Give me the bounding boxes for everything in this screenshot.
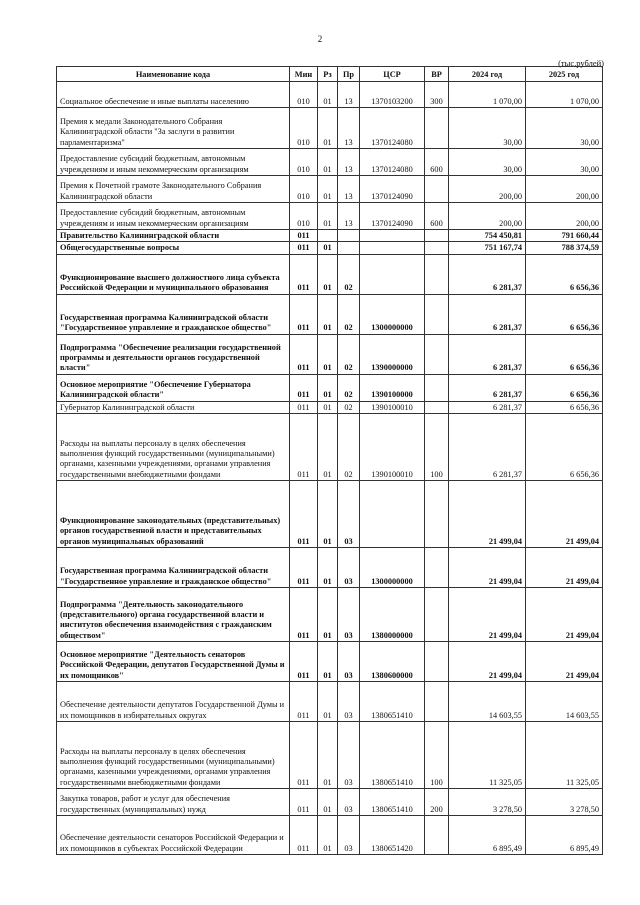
cell-pr: 03 [338, 681, 360, 721]
cell-2024: 200,00 [449, 203, 526, 230]
cell-2025: 30,00 [526, 149, 603, 176]
cell-name: Премия к Почетной грамоте Законодательного Собрания Калининградской области [57, 176, 290, 203]
table-body [57, 82, 603, 855]
table-row [57, 230, 603, 242]
cell-min: 010 [290, 108, 318, 149]
cell-rz: 01 [318, 82, 338, 108]
header-vr: ВР [425, 67, 449, 82]
header-2025: 2025 год [526, 67, 603, 82]
cell-csr [360, 480, 425, 547]
cell-2025: 3 278,50 [526, 788, 603, 815]
cell-2025: 200,00 [526, 203, 603, 230]
table-row [57, 254, 603, 294]
table-row [57, 203, 603, 230]
cell-2025: 6 656,36 [526, 413, 603, 480]
cell-csr: 1380651410 [360, 788, 425, 815]
cell-pr: 02 [338, 254, 360, 294]
cell-rz: 01 [318, 480, 338, 547]
cell-rz: 01 [318, 176, 338, 203]
cell-2024: 3 278,50 [449, 788, 526, 815]
table-row [57, 641, 603, 681]
cell-pr: 02 [338, 334, 360, 374]
cell-2024: 6 281,37 [449, 413, 526, 480]
cell-vr: 600 [425, 149, 449, 176]
cell-2025: 791 660,44 [526, 230, 603, 242]
cell-vr [425, 374, 449, 401]
cell-vr [425, 242, 449, 254]
cell-2025: 30,00 [526, 108, 603, 149]
cell-name: Общегосударственные вопросы [57, 242, 290, 254]
cell-2024: 6 281,37 [449, 334, 526, 374]
cell-min: 010 [290, 82, 318, 108]
cell-min: 011 [290, 587, 318, 641]
cell-csr: 1390100010 [360, 413, 425, 480]
cell-vr [425, 815, 449, 854]
header-2024: 2024 год [449, 67, 526, 82]
cell-csr [360, 242, 425, 254]
cell-2024: 200,00 [449, 176, 526, 203]
header-name: Наименование кода [57, 67, 290, 82]
cell-pr: 03 [338, 721, 360, 788]
cell-min: 010 [290, 203, 318, 230]
cell-2025: 11 325,05 [526, 721, 603, 788]
cell-rz: 01 [318, 401, 338, 413]
cell-rz: 01 [318, 334, 338, 374]
cell-rz: 01 [318, 788, 338, 815]
cell-name: Предоставление субсидий бюджетным, автономным учреждениям и иным некоммерческим организациям [57, 203, 290, 230]
header-rz: Рз [318, 67, 338, 82]
cell-name: Основное мероприятие "Обеспечение Губернатора Калининградской области" [57, 374, 290, 401]
cell-rz: 01 [318, 374, 338, 401]
cell-csr: 1390000000 [360, 334, 425, 374]
table-row [57, 82, 603, 108]
cell-vr: 100 [425, 721, 449, 788]
cell-2025: 21 499,04 [526, 547, 603, 587]
cell-rz: 01 [318, 641, 338, 681]
cell-csr: 1300000000 [360, 547, 425, 587]
table-row [57, 334, 603, 374]
cell-2025: 6 656,36 [526, 294, 603, 334]
cell-rz: 01 [318, 721, 338, 788]
table-row [57, 721, 603, 788]
cell-csr: 1380651420 [360, 815, 425, 854]
cell-2024: 6 281,37 [449, 254, 526, 294]
cell-csr: 1380651410 [360, 721, 425, 788]
table-header-row [57, 67, 603, 82]
cell-min: 011 [290, 334, 318, 374]
cell-2024: 754 450,81 [449, 230, 526, 242]
cell-min: 011 [290, 242, 318, 254]
cell-2024: 6 281,37 [449, 401, 526, 413]
cell-csr: 1370103200 [360, 82, 425, 108]
cell-rz: 01 [318, 294, 338, 334]
cell-csr: 1380000000 [360, 587, 425, 641]
cell-vr [425, 230, 449, 242]
cell-2025: 21 499,04 [526, 641, 603, 681]
cell-name: Подпрограмма "Обеспечение реализации государственной программы и деятельности органов государственной власти" [57, 334, 290, 374]
cell-min: 011 [290, 815, 318, 854]
cell-pr: 03 [338, 788, 360, 815]
cell-name: Предоставление субсидий бюджетным, автономным учреждениям и иным некоммерческим организациям [57, 149, 290, 176]
cell-rz: 01 [318, 149, 338, 176]
cell-name: Обеспечение деятельности депутатов Государственной Думы и их помощников в избирательных округах [57, 681, 290, 721]
cell-vr: 600 [425, 203, 449, 230]
cell-pr: 02 [338, 294, 360, 334]
cell-vr [425, 480, 449, 547]
table-row [57, 587, 603, 641]
cell-csr: 1380600000 [360, 641, 425, 681]
cell-rz: 01 [318, 108, 338, 149]
cell-2024: 11 325,05 [449, 721, 526, 788]
table-row [57, 149, 603, 176]
cell-2025: 6 656,36 [526, 401, 603, 413]
table-row [57, 480, 603, 547]
cell-min: 011 [290, 641, 318, 681]
cell-2025: 21 499,04 [526, 480, 603, 547]
cell-rz [318, 230, 338, 242]
cell-pr: 03 [338, 587, 360, 641]
table-row [57, 242, 603, 254]
cell-name: Расходы на выплаты персоналу в целях обеспечения выполнения функций государственными (муниципальными) органами, казенными учреждениями, органами управления государственными внебюджетными фондами [57, 721, 290, 788]
cell-min: 011 [290, 480, 318, 547]
cell-2024: 21 499,04 [449, 480, 526, 547]
cell-pr: 02 [338, 374, 360, 401]
cell-2024: 14 603,55 [449, 681, 526, 721]
cell-pr: 13 [338, 149, 360, 176]
cell-name: Государственная программа Калининградской области "Государственное управление и гражданское общество" [57, 547, 290, 587]
table-row [57, 374, 603, 401]
table-row [57, 108, 603, 149]
cell-2024: 6 281,37 [449, 294, 526, 334]
cell-2025: 14 603,55 [526, 681, 603, 721]
cell-min: 011 [290, 788, 318, 815]
cell-csr: 1370124080 [360, 149, 425, 176]
cell-2025: 6 656,36 [526, 254, 603, 294]
cell-min: 011 [290, 401, 318, 413]
cell-csr: 1380651410 [360, 681, 425, 721]
cell-pr: 13 [338, 203, 360, 230]
cell-vr [425, 681, 449, 721]
cell-vr [425, 587, 449, 641]
cell-csr: 1370124080 [360, 108, 425, 149]
cell-2024: 30,00 [449, 149, 526, 176]
page-number: 2 [317, 34, 323, 44]
cell-2025: 21 499,04 [526, 587, 603, 641]
cell-2024: 21 499,04 [449, 587, 526, 641]
cell-pr: 13 [338, 108, 360, 149]
cell-vr [425, 254, 449, 294]
cell-min: 010 [290, 176, 318, 203]
cell-2024: 1 070,00 [449, 82, 526, 108]
units-label: (тыс.рублей) [558, 58, 604, 68]
cell-vr: 300 [425, 82, 449, 108]
cell-min: 010 [290, 149, 318, 176]
cell-vr [425, 401, 449, 413]
cell-rz: 01 [318, 547, 338, 587]
cell-csr: 1370124090 [360, 176, 425, 203]
cell-2025: 6 656,36 [526, 334, 603, 374]
header-csr: ЦСР [360, 67, 425, 82]
cell-min: 011 [290, 254, 318, 294]
cell-name: Расходы на выплаты персоналу в целях обеспечения выполнения функций государственными (муниципальными) органами, казенными учреждениями, органами управления государственными внебюджетными фондами [57, 413, 290, 480]
cell-name: Государственная программа Калининградской области "Государственное управление и гражданское общество" [57, 294, 290, 334]
cell-csr [360, 254, 425, 294]
cell-min: 011 [290, 230, 318, 242]
cell-pr [338, 230, 360, 242]
cell-pr [338, 242, 360, 254]
cell-2024: 751 167,74 [449, 242, 526, 254]
cell-vr [425, 108, 449, 149]
cell-2024: 30,00 [449, 108, 526, 149]
cell-csr: 1300000000 [360, 294, 425, 334]
cell-rz: 01 [318, 815, 338, 854]
cell-name: Обеспечение деятельности сенаторов Российской Федерации и их помощников в субъектах Российской Федерации [57, 815, 290, 854]
table-row [57, 788, 603, 815]
cell-2024: 21 499,04 [449, 641, 526, 681]
cell-pr: 03 [338, 547, 360, 587]
table-row [57, 413, 603, 480]
header-min: Мин [290, 67, 318, 82]
table-row [57, 401, 603, 413]
cell-min: 011 [290, 294, 318, 334]
cell-min: 011 [290, 547, 318, 587]
cell-vr [425, 547, 449, 587]
cell-csr: 1390100000 [360, 374, 425, 401]
cell-2025: 6 656,36 [526, 374, 603, 401]
cell-vr [425, 294, 449, 334]
cell-pr: 03 [338, 815, 360, 854]
cell-csr: 1390100010 [360, 401, 425, 413]
cell-min: 011 [290, 721, 318, 788]
cell-pr: 13 [338, 82, 360, 108]
cell-vr [425, 334, 449, 374]
cell-vr [425, 176, 449, 203]
cell-rz: 01 [318, 413, 338, 480]
cell-name: Основное мероприятие "Деятельность сенаторов Российской Федерации, депутатов Государственной Думы и их помощников" [57, 641, 290, 681]
table-row [57, 815, 603, 854]
table-row [57, 547, 603, 587]
table-row [57, 681, 603, 721]
cell-rz: 01 [318, 203, 338, 230]
cell-vr: 200 [425, 788, 449, 815]
cell-pr: 03 [338, 641, 360, 681]
cell-min: 011 [290, 681, 318, 721]
cell-rz: 01 [318, 681, 338, 721]
cell-name: Функционирование законодательных (представительных) органов государственной власти и представительных органов муниципальных образований [57, 480, 290, 547]
cell-name: Функционирование высшего должностного лица субъекта Российской Федерации и муниципального образования [57, 254, 290, 294]
cell-name: Социальное обеспечение и иные выплаты населению [57, 82, 290, 108]
cell-pr: 02 [338, 413, 360, 480]
table-row [57, 294, 603, 334]
cell-min: 011 [290, 374, 318, 401]
cell-rz: 01 [318, 587, 338, 641]
cell-name: Губернатор Калининградской области [57, 401, 290, 413]
cell-csr: 1370124090 [360, 203, 425, 230]
cell-2025: 200,00 [526, 176, 603, 203]
cell-csr [360, 230, 425, 242]
cell-pr: 03 [338, 480, 360, 547]
cell-vr: 100 [425, 413, 449, 480]
cell-pr: 02 [338, 401, 360, 413]
cell-min: 011 [290, 413, 318, 480]
cell-2025: 1 070,00 [526, 82, 603, 108]
cell-2024: 6 895,49 [449, 815, 526, 854]
cell-name: Закупка товаров, работ и услуг для обеспечения государственных (муниципальных) нужд [57, 788, 290, 815]
header-pr: Пр [338, 67, 360, 82]
cell-rz: 01 [318, 254, 338, 294]
table-row [57, 176, 603, 203]
cell-vr [425, 641, 449, 681]
cell-2025: 788 374,59 [526, 242, 603, 254]
budget-table [56, 66, 603, 855]
cell-2025: 6 895,49 [526, 815, 603, 854]
cell-2024: 21 499,04 [449, 547, 526, 587]
cell-name: Подпрограмма "Деятельность законодательного (представительного) органа государственной власти и институтов обеспечения взаимодействия с гражданским обществом" [57, 587, 290, 641]
cell-pr: 13 [338, 176, 360, 203]
cell-rz: 01 [318, 242, 338, 254]
cell-name: Премия к медали Законодательного Собрания Калининградской области "За заслуги в развитии парламентаризма" [57, 108, 290, 149]
cell-name: Правительство Калининградской области [57, 230, 290, 242]
cell-2024: 6 281,37 [449, 374, 526, 401]
